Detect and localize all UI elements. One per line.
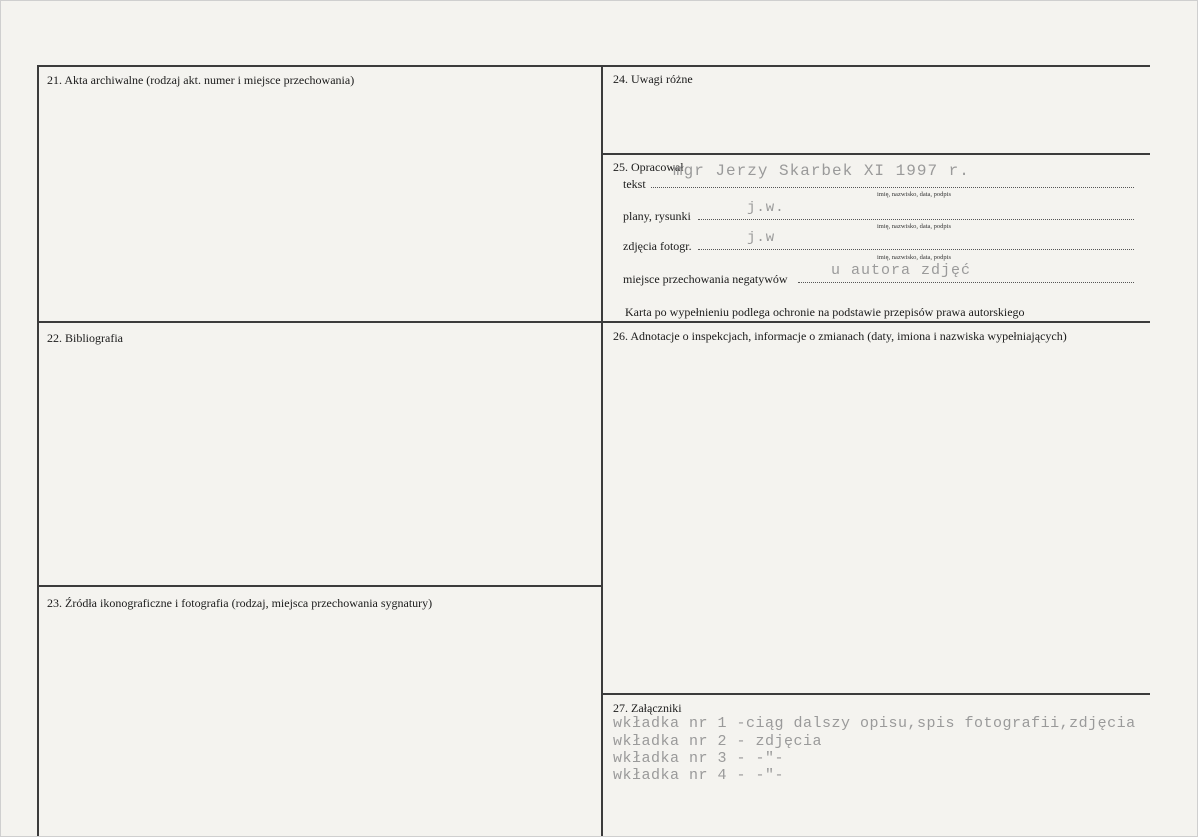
author-photos-label: zdjęcia fotogr.	[623, 239, 692, 253]
divider-26-line	[601, 321, 1150, 323]
negatives-location-label: miejsce przechowania negatywów	[623, 272, 788, 286]
author-photos-value: j.w	[747, 230, 776, 246]
author-text-line	[651, 187, 1134, 188]
author-text-caption: imię, nazwisko, data, podpis	[877, 191, 952, 198]
negatives-location-value: u autora zdjęć	[831, 262, 972, 279]
attachment-entry: wkładka nr 1 -ciąg dalszy opisu,spis fotografii,zdjęcia	[613, 715, 1136, 732]
divider-23-line	[37, 585, 603, 587]
attachment-entry: wkładka nr 2 - zdjęcia	[613, 733, 823, 750]
author-plans-line	[698, 219, 1134, 220]
author-plans-caption: imię, nazwisko, data, podpis	[877, 223, 952, 230]
author-text-value: mgr Jerzy Skarbek XI 1997 r.	[673, 162, 970, 180]
author-text-label: tekst	[623, 177, 646, 191]
section-21-title: 21. Akta archiwalne (rodzaj akt. numer i miejsce przechowania)	[47, 73, 355, 87]
section-25-title: 25. Opracował	[613, 160, 684, 174]
attachment-entry: wkładka nr 3 - -"-	[613, 750, 785, 767]
section-27-title: 27. Załączniki	[613, 701, 682, 715]
column-divider-line	[601, 65, 603, 837]
attachment-entry: wkładka nr 4 - -"-	[613, 767, 785, 784]
negatives-location-line	[798, 282, 1134, 283]
divider-25-line	[601, 153, 1150, 155]
author-plans-value: j.w.	[747, 200, 785, 216]
section-24-title: 24. Uwagi różne	[613, 72, 693, 86]
divider-27-line	[601, 693, 1150, 695]
copyright-note: Karta po wypełnieniu podlega ochronie na podstawie przepisów prawa autorskiego	[625, 305, 1025, 319]
section-23-title: 23. Źródła ikonograficzne i fotografia (rodzaj, miejsca przechowania sygnatury)	[47, 596, 433, 610]
author-plans-label: plany, rysunki	[623, 209, 691, 223]
section-22-title: 22. Bibliografia	[47, 331, 123, 345]
author-photos-caption: imię, nazwisko, data, podpis	[877, 254, 952, 261]
top-border-line	[37, 65, 1150, 67]
section-26-title: 26. Adnotacje o inspekcjach, informacje o zmianach (daty, imiona i nazwiska wypełniających)	[613, 329, 1067, 343]
author-photos-line	[698, 249, 1134, 250]
left-border-line	[37, 65, 39, 837]
divider-22-line	[37, 321, 603, 323]
